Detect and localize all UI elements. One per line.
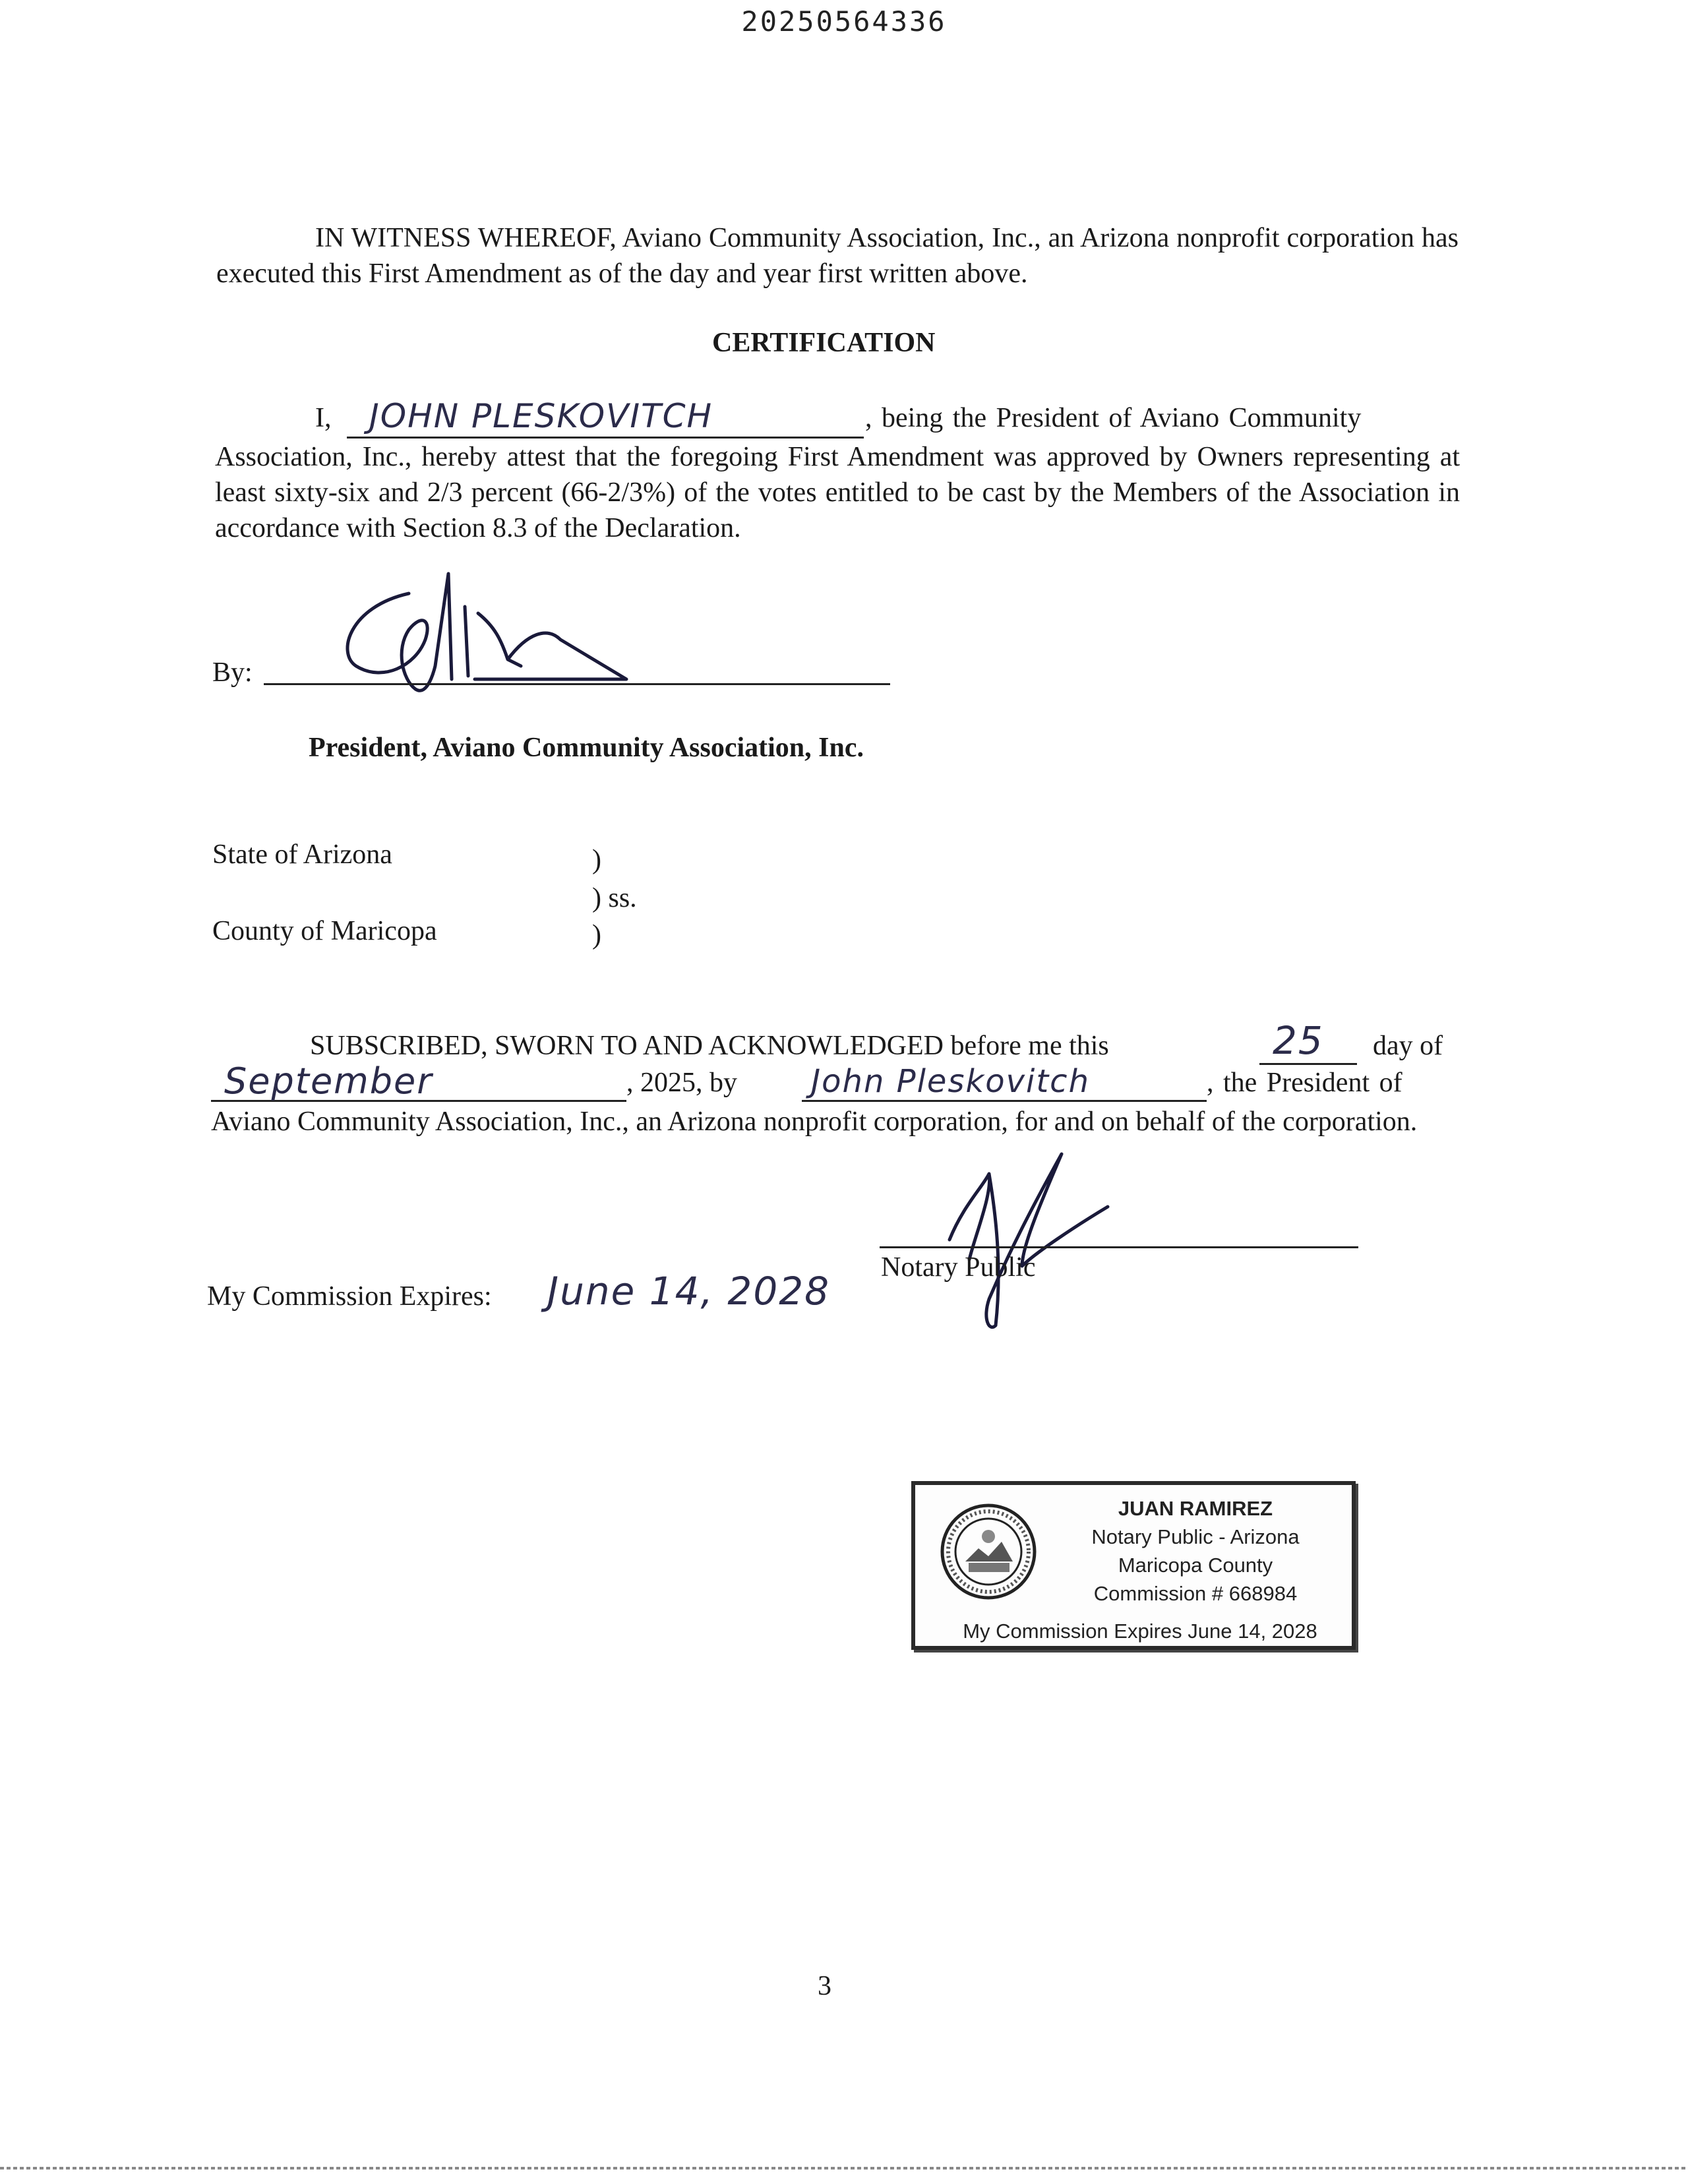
scan-edge-rule bbox=[0, 2167, 1688, 2169]
notary-signature-line bbox=[880, 1246, 1358, 1248]
ack-name-line bbox=[802, 1063, 1207, 1102]
handwritten-president-name: JOHN PLESKOVITCH bbox=[369, 397, 713, 435]
ack-line-2 bbox=[211, 1060, 1460, 1104]
handwritten-month: September bbox=[224, 1060, 433, 1102]
page-number: 3 bbox=[818, 1971, 831, 2001]
ack-line-1 bbox=[310, 1018, 1460, 1067]
venue-state: State of Arizona bbox=[212, 839, 392, 870]
stamp-name: JUAN RAMIREZ bbox=[1118, 1497, 1273, 1520]
stamp-line-5: My Commission Expires June 14, 2028 bbox=[963, 1620, 1317, 1643]
venue-county: County of Maricopa bbox=[212, 916, 437, 946]
handwritten-signer-name: John Pleskovitch bbox=[811, 1063, 1090, 1100]
document-number: 20250564336 bbox=[741, 5, 947, 38]
handwritten-day: 25 bbox=[1273, 1018, 1324, 1063]
ack-body: Aviano Community Association, Inc., an Arizona nonprofit corporation, for and on behalf of the corporation. bbox=[211, 1107, 1418, 1137]
stamp-line-2: Notary Public - Arizona bbox=[1091, 1525, 1300, 1548]
witness-paragraph bbox=[216, 220, 1459, 291]
ack-day-line bbox=[1259, 1018, 1357, 1065]
stamp-line-3: Maricopa County bbox=[1118, 1554, 1273, 1577]
ack-part4: , the President of bbox=[1207, 1068, 1402, 1098]
president-signature bbox=[310, 567, 679, 719]
venue-paren-3: ) bbox=[592, 920, 601, 950]
notary-signature bbox=[923, 1134, 1147, 1345]
state-seal-icon bbox=[939, 1502, 1038, 1601]
venue-paren-2: ) ss. bbox=[592, 883, 637, 913]
certification-body: Association, Inc., hereby attest that the foregoing First Amendment was approved by Owners representing at least sixty-six and 2/3 percent (66-2/3%) of the votes entitled to be cast by the Members of the Association in accordance with Section 8.3 of the Declaration. bbox=[215, 442, 1460, 543]
signer-title: President, Aviano Community Association, Inc. bbox=[309, 733, 864, 763]
ack-part1: SUBSCRIBED, SWORN TO AND ACKNOWLEDGED before me this bbox=[310, 1031, 1109, 1061]
commission-expires-label: My Commission Expires: bbox=[207, 1281, 492, 1312]
witness-text: IN WITNESS WHEREOF, Aviano Community Association, Inc., an Arizona nonprofit corporation has executed this First Amendment as of the day and year first written above. bbox=[216, 223, 1459, 289]
signature-line bbox=[264, 683, 890, 685]
notary-label: Notary Public bbox=[881, 1252, 1036, 1283]
ack-month-line bbox=[211, 1060, 626, 1102]
certification-heading: CERTIFICATION bbox=[712, 328, 936, 358]
ack-part2: day of bbox=[1373, 1031, 1443, 1061]
by-label: By: bbox=[212, 657, 253, 688]
certification-suffix: , being the President of Aviano Community bbox=[865, 403, 1362, 433]
president-name-line bbox=[347, 397, 864, 439]
handwritten-expiration: June 14, 2028 bbox=[547, 1269, 831, 1314]
ack-part3: , 2025, by bbox=[626, 1068, 737, 1098]
certification-line bbox=[315, 397, 1460, 439]
venue-paren-1: ) bbox=[592, 845, 601, 875]
notary-stamp bbox=[911, 1481, 1356, 1650]
certification-prefix: I, bbox=[315, 403, 332, 433]
stamp-line-4: Commission # 668984 bbox=[1093, 1582, 1298, 1605]
